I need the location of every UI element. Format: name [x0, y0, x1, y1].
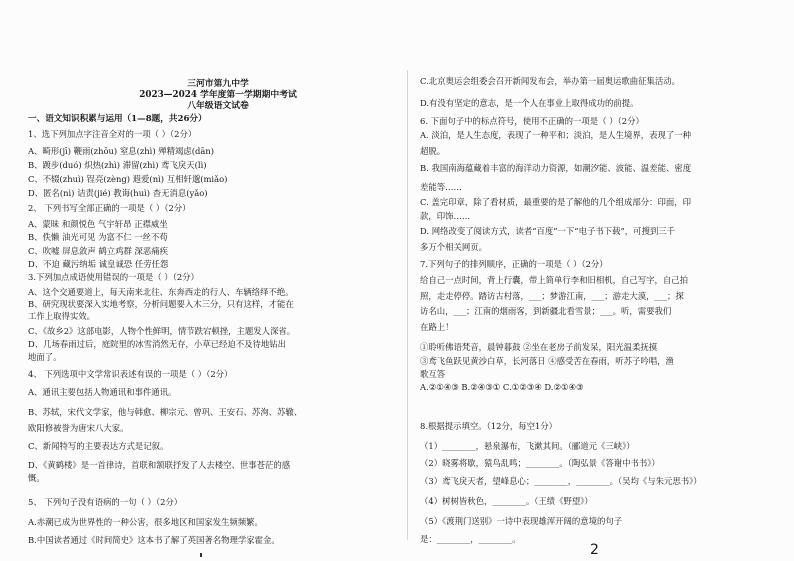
left-line: D、不迫 藏污纳垢 诚皇诚恐 任劳任怨	[28, 259, 169, 269]
left-line: A、通讯主要包括人物通讯和事件通讯。	[28, 387, 177, 397]
left-line: 1、选下列加点字注音全对的一项（ ）（2分）	[28, 129, 197, 139]
right-line: 访名山，___；江南的烟雨客，到新疆北看雪景；___。听，需要我们	[420, 306, 672, 316]
left-line: 3.下列加点成语使用错误的一项是（ ）（2分）	[28, 272, 199, 282]
left-line: 工作上取得实效。	[28, 311, 95, 321]
right-line: （2）晓雾将歇，猿鸟乱鸣；________。（陶弘景《答谢中书书》）	[420, 458, 660, 468]
left-line: D、几场春雨过后，庭院里的冰雪消然无存，小草已经迫不及待地钻出	[28, 339, 286, 349]
right-line: ③鸢飞鱼跃见黄沙白草，长河落日 ④感受苦在春雨，听苏子吟唱，渔	[420, 356, 674, 366]
left-line: 地面了。	[28, 352, 62, 362]
left-line: 一、语文知识积累与运用（1—8题，共26分）	[28, 114, 207, 124]
left-line: A、畸形(jī) 鞭雨(zhōu) 窒息(zhì) 殚精竭虑(dān)	[28, 146, 215, 156]
right-line: 照，走走停停。踏访古村落，___；梦游江南，___；游走大漠，___；探	[420, 291, 684, 301]
right-line: C. 盖完印章，除了看材质，最重要的是了解他的几个组成部分：印面，印	[420, 197, 692, 207]
left-line: C、吹嘘 屏息敛声 鹤立鸡群 深恶痛疾	[28, 246, 169, 256]
page-number: 2	[590, 542, 599, 558]
exam-title: 2023—2024 学年度第一学期期中考试	[139, 90, 297, 100]
stray-mark	[200, 553, 202, 557]
right-line: B. 我国南海蕴藏着丰富的海洋动力资源，如潮汐能、波能、温差能、密度	[420, 163, 692, 173]
right-line: （1）________，悬泉瀑布，飞漱其间。（郦道元《三峡》）	[420, 441, 635, 451]
left-line: A.赤潮已成为世界性的一种公害，很多地区和国家发生频频繁。	[28, 517, 263, 527]
right-line: （3）鸢飞戾天者，望峰息心；________，________。（吴均《与朱元思书》）	[420, 476, 702, 486]
left-line: 欧阳修被誉为唐宋八大家。	[28, 423, 129, 433]
right-line: 是：________，________。	[420, 534, 521, 544]
left-line: C、《故乡2》这部电影，人物个性鲜明，情节跌宕顿挫，主题发人深省。	[28, 326, 296, 336]
right-line: 歌互答	[420, 369, 446, 379]
left-line: B.中国读者通过《时间简史》这本书了解了英国著名物理学家霍金。	[28, 535, 280, 545]
right-line: 多万个相关网页。	[420, 242, 487, 252]
left-line: 4、 下列选项中文学常识表述有误的一项是（ ）（2分）	[28, 369, 233, 379]
right-line: 在路上！	[420, 322, 454, 332]
right-line: C.北京奥运会组委会召开新闻发布会，举办第一届奥运歌曲征集活动。	[420, 76, 681, 86]
right-line: A.②①④③ B.②④③① C.①②③④ D.②①④③	[420, 382, 584, 392]
right-line: A. 淡泊，是人生态度，表现了一种平和；淡泊，是人生境界，表现了一种	[420, 130, 691, 140]
left-line: D、匿名(nì) 诘责(jié) 教诲(huì) 杳无消息(yǎo)	[28, 188, 208, 198]
left-line: C、新闻特写的主要表达方式是记叙。	[28, 441, 169, 451]
left-line: B、踱步(duó) 炽热(zhì) 滞留(zhì) 鸢飞戾天(lì)	[28, 160, 207, 170]
left-line: 5、 下列句子没有语病的一句（ ）（2分）	[28, 497, 183, 507]
right-line: 差能等……	[420, 182, 462, 192]
paper-subject: 八年级语文试卷	[187, 101, 249, 111]
right-line: 8.根据提示填空。（12分，每空1分）	[420, 421, 558, 431]
left-line: C、不辍(zhuì) 锃亮(zèng) 遐爱(nì) 互相轩邈(miǎo)	[28, 174, 228, 184]
right-line: （4）树树皆秋色，________。（王绩《野望》）	[420, 496, 593, 506]
right-line: D. 网络改变了阅读方式，读者“百度”一下“电子书下载”，可搜到三千	[420, 226, 675, 236]
right-line: （5）《渡荆门送别》一诗中表现雄浑开阔的意境的句子	[420, 516, 623, 526]
school-name: 三河市第九中学	[187, 79, 249, 89]
left-line: 慨。	[28, 473, 45, 483]
right-line: D.有没有坚定的意志，是一个人在事业上取得成功的前提。	[420, 98, 639, 108]
column-divider	[407, 70, 408, 540]
left-line: A、蒙昧 和颜悦色 气宇轩昂 正襟威坐	[28, 219, 168, 229]
left-line: D、《黄鹤楼》是一首律诗，首联和颔联抒发了人去楼空、世事苍茫的感	[28, 460, 291, 470]
right-line: 6. 下面句子中的标点符号，使用不正确的一项是（ ）（2分）	[420, 116, 644, 126]
left-line: 2、 下列书写全部正确的一项是（ ）（2分）	[28, 203, 191, 213]
right-line: 款，印饰……	[420, 211, 471, 221]
left-line: B、苏轼，宋代文学家，他与韩愈、柳宗元、曾巩、王安石、苏洵、苏辙、	[28, 407, 303, 417]
left-line: B、佚懒 油光可见 为富不仁 一丝不苟	[28, 232, 168, 242]
right-line: 给自己一点时间，背上行囊，带上简单行李和旧相机，自己写字，自己拍	[420, 275, 688, 285]
right-line: 超脱。	[420, 146, 446, 156]
right-line: 7.下列句子的排列顺序，正确的一项是（ ）（2分）	[420, 259, 608, 269]
left-line: A、这个交通要道上，每天南来北往、东奔西走的行人、车辆络绎不绝。	[28, 287, 294, 297]
right-line: ①聆听佛语梵音，晨钟暮鼓 ②坐在老房子前发呆，阳光温柔抚摸	[420, 342, 658, 352]
left-line: B、研究现状要深入实地考察，分析问题要入木三分，只有这样，才能在	[28, 299, 294, 309]
